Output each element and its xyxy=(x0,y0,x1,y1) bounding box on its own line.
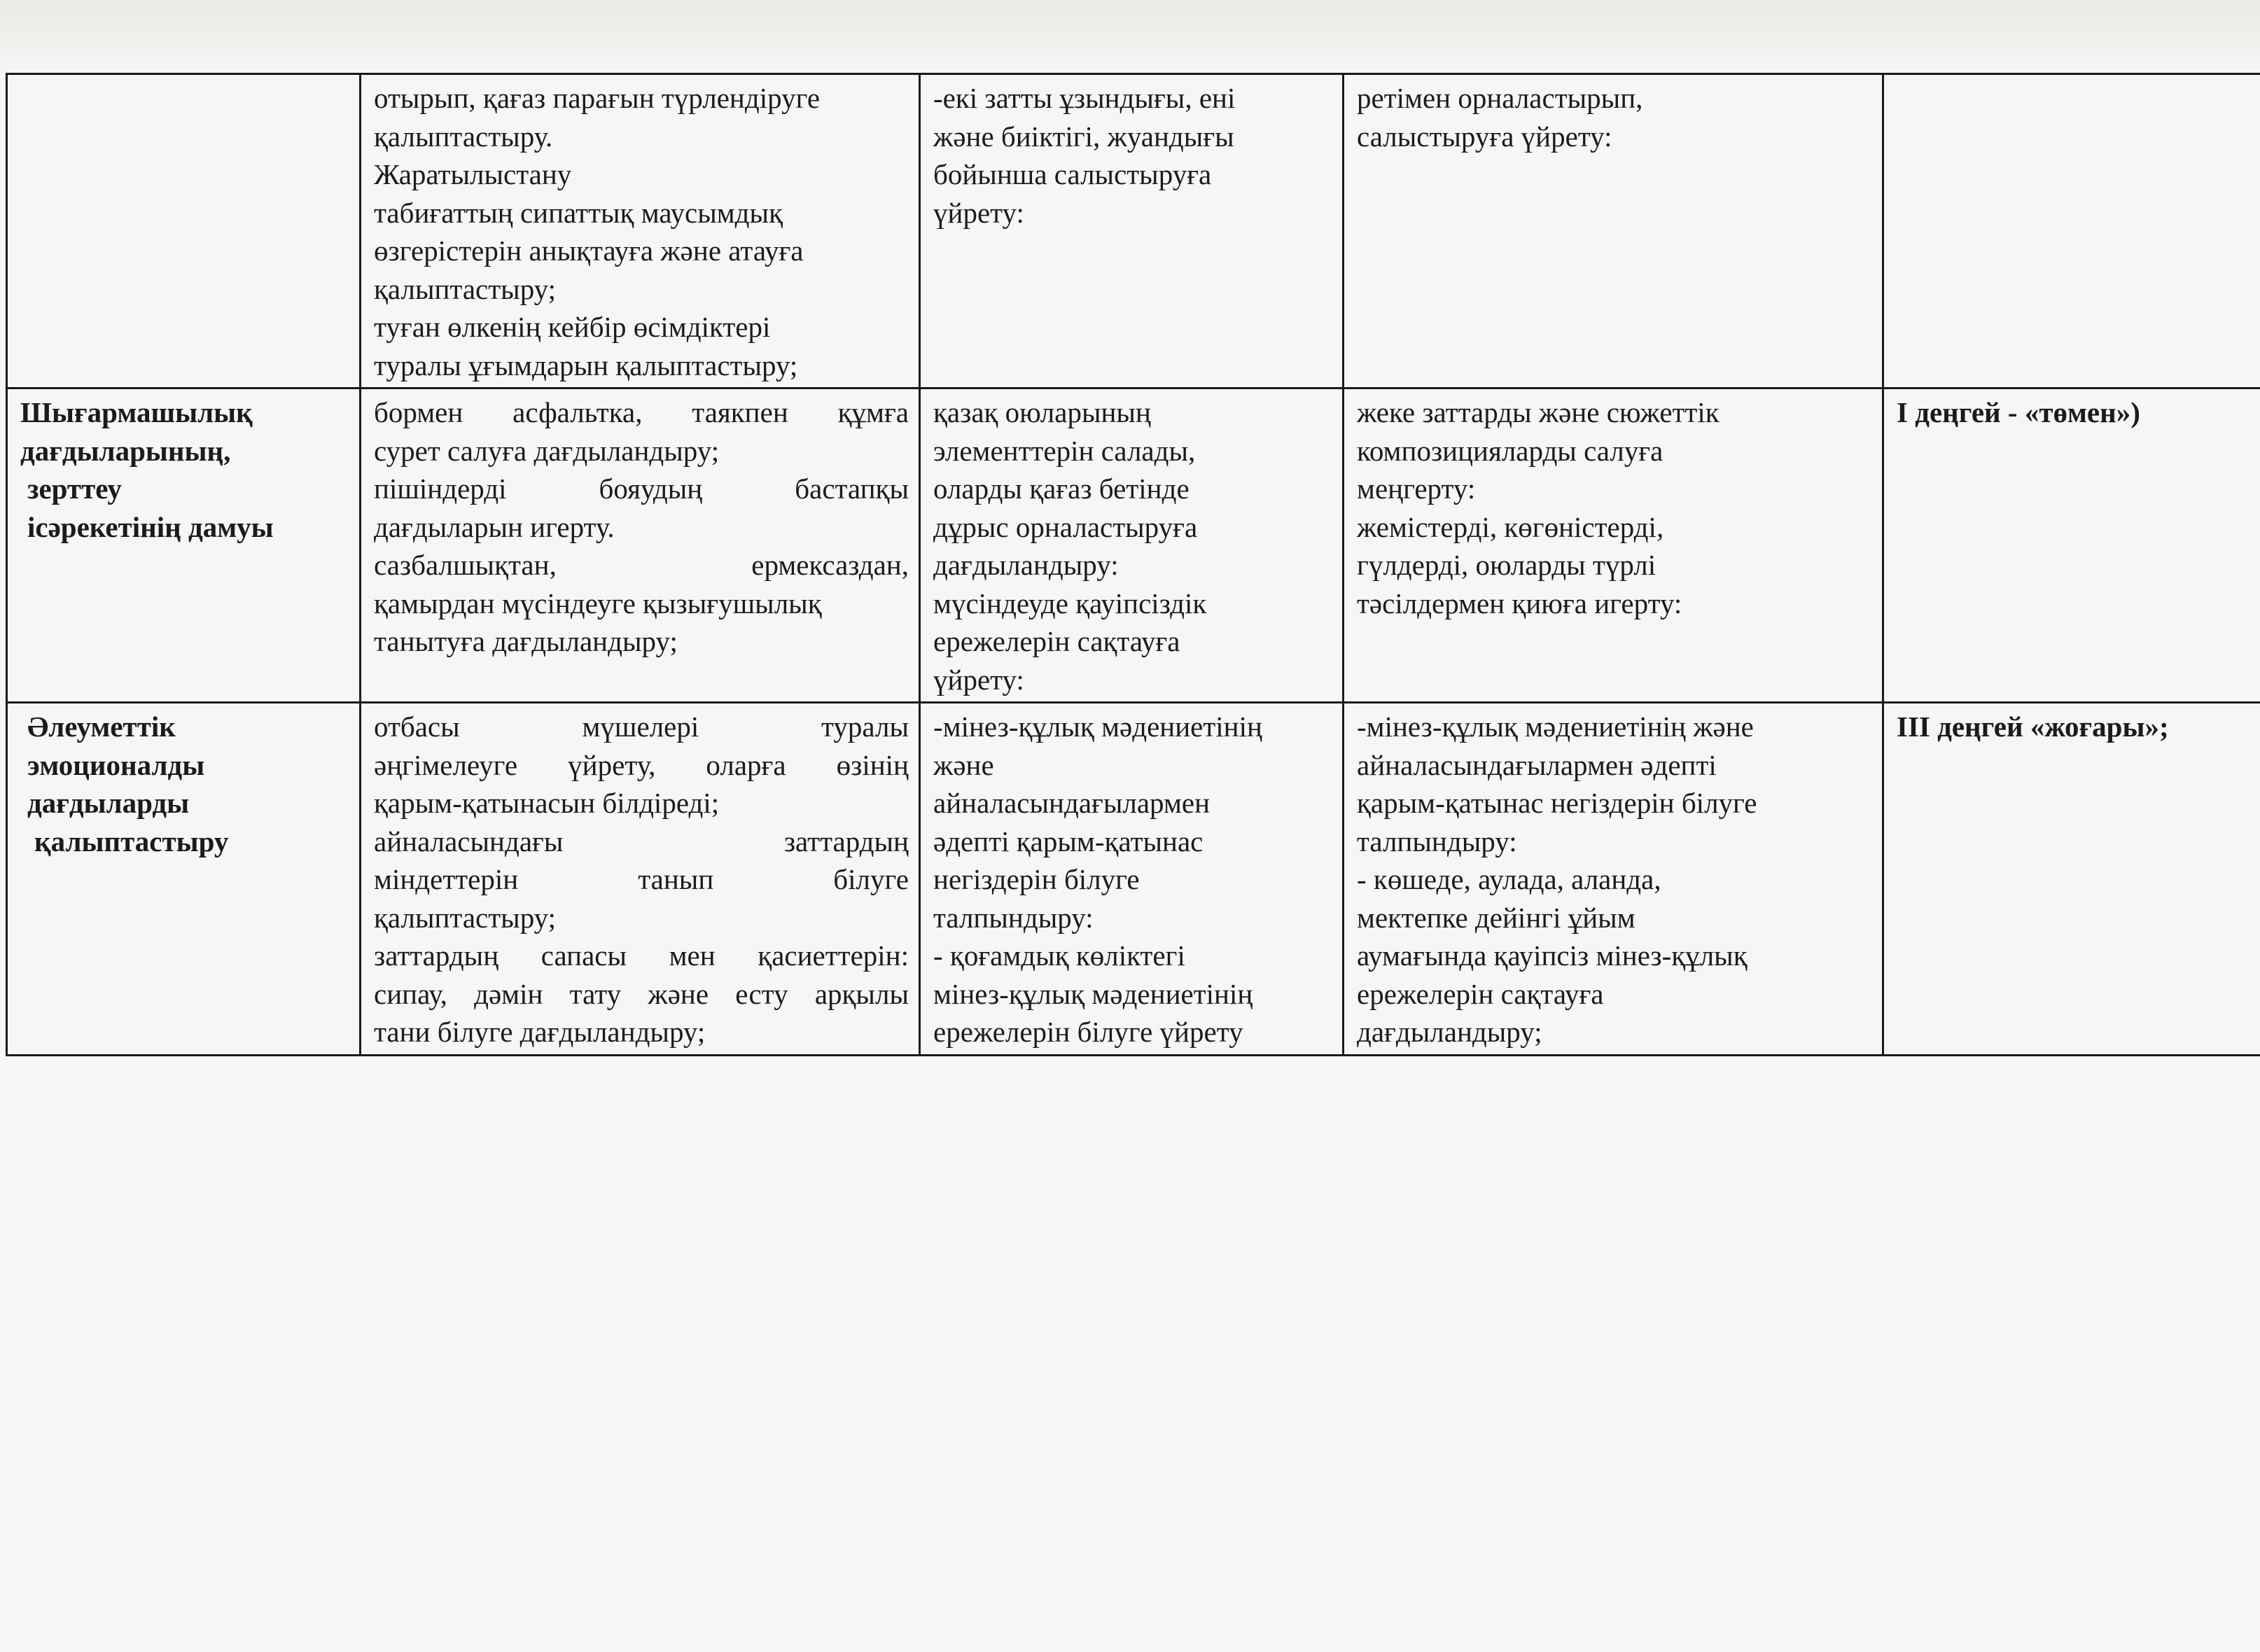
cell-line: гүлдерді, оюларды түрлі xyxy=(1357,549,1656,581)
cell-line: оларды қағаз бетінде xyxy=(933,472,1190,505)
cell-line: танытуға дағдыландыру; xyxy=(374,625,678,657)
level-cell xyxy=(1883,74,2260,388)
category-cell xyxy=(7,74,361,388)
cell-line: - көшеде, аулада, аланда, xyxy=(1357,863,1661,895)
cell-line: қарым-қатынасын білдіреді; xyxy=(374,787,720,819)
category-line: зерттеу xyxy=(27,472,122,505)
cell-line: және xyxy=(933,748,994,781)
cell-line: міндеттерін танып білуге xyxy=(374,863,909,895)
cell-line: талпындыру: xyxy=(1357,825,1517,858)
category-line: Шығармашылық xyxy=(20,396,253,428)
cell-line: мінез-құлық мәдениетінің xyxy=(933,977,1253,1010)
cell-line: айналасындағы заттардың xyxy=(374,825,909,858)
cell-line: дағдыларын игерту. xyxy=(374,510,615,543)
cell-line: айналасындағылармен xyxy=(933,787,1211,819)
cell-line: өзгерістерін анықтауға және атауға xyxy=(374,234,804,267)
table-row xyxy=(7,703,2260,1056)
category-line: дағдыларының, xyxy=(20,434,231,467)
cell-line: қамырдан мүсіндеуге қызығушылық xyxy=(374,587,822,620)
cell-line: меңгерту: xyxy=(1357,472,1476,505)
cell-line: заттардың сапасы мен қасиеттерін: xyxy=(374,939,909,972)
category-line: қалыптастыру xyxy=(34,825,229,858)
cell-line: элементтерін салады, xyxy=(933,434,1196,467)
category-cell xyxy=(7,388,361,703)
cell-line: бойынша салыстыруға xyxy=(933,158,1212,190)
cell-line: Жаратылыстану xyxy=(374,158,572,190)
cell-line: ережелерін білуге үйрету xyxy=(933,1016,1243,1048)
cell-line: ережелерін сақтауға xyxy=(933,625,1180,657)
cell-line: дағдыландыру: xyxy=(933,549,1119,581)
level-cell: ІІІ деңгей «жоғары»; xyxy=(1883,703,2260,1056)
cell-line: үйрету: xyxy=(933,196,1024,229)
content-cell-col2 xyxy=(361,74,920,388)
cell-line: дағдыландыру; xyxy=(1357,1016,1542,1048)
cell-line: қалыптастыру; xyxy=(374,901,557,934)
table-row xyxy=(7,74,2260,388)
content-cell-col4 xyxy=(1344,388,1883,703)
cell-line: туралы ұғымдарын қалыптастыру; xyxy=(374,349,798,382)
cell-line: жеке заттарды және сюжеттік xyxy=(1357,396,1720,428)
cell-line: үйрету: xyxy=(933,663,1024,696)
cell-line: сурет салуға дағдыландыру; xyxy=(374,434,720,467)
cell-line: сипау, дәмін тату және есту арқылы xyxy=(374,977,909,1010)
cell-line: салыстыруға үйрету: xyxy=(1357,120,1612,153)
content-cell-col2 xyxy=(361,388,920,703)
content-cell-col3 xyxy=(920,388,1344,703)
category-line: дағдыларды xyxy=(27,787,190,819)
cell-line: қарым-қатынас негіздерін білуге xyxy=(1357,787,1757,819)
page-edge-shadow xyxy=(0,0,2260,77)
cell-line: табиғаттың сипаттық маусымдық xyxy=(374,196,783,229)
cell-line: -екі затты ұзындығы, ені xyxy=(933,82,1236,114)
cell-line: қазақ оюларының xyxy=(933,396,1151,428)
cell-line: отбасы мүшелері туралы xyxy=(374,710,909,743)
cell-line: отырып, қағаз парағын түрлендіруге xyxy=(374,82,821,114)
cell-line: тәсілдермен қиюға игерту: xyxy=(1357,587,1682,620)
content-cell-col3 xyxy=(920,703,1344,1056)
cell-line: мүсіндеуде қауіпсіздік xyxy=(933,587,1207,620)
cell-line: әдепті қарым-қатынас xyxy=(933,825,1204,858)
cell-line: негіздерін білуге xyxy=(933,863,1140,895)
cell-line: дұрыс орналастыруға xyxy=(933,510,1198,543)
cell-line: сазбалшықтан, ермексаздан, xyxy=(374,549,909,581)
cell-line: ережелерін сақтауға xyxy=(1357,977,1604,1010)
content-cell-col3 xyxy=(920,74,1344,388)
cell-line: бормен асфальтка, таякпен құмға xyxy=(374,396,909,428)
cell-line: әңгімелеуге үйрету, оларға өзінің xyxy=(374,748,909,781)
cell-line: жемістерді, көгөністерді, xyxy=(1357,510,1664,543)
cell-line: ретімен орналастырып, xyxy=(1357,82,1643,114)
assessment-table xyxy=(6,73,2260,1056)
cell-line: айналасындағылармен әдепті xyxy=(1357,748,1717,781)
cell-line: композицияларды салуға xyxy=(1357,434,1663,467)
table-row xyxy=(7,388,2260,703)
cell-line: -мінез-құлық мәдениетінің xyxy=(933,710,1262,743)
cell-line: пішіндерді бояудың бастапқы xyxy=(374,472,909,505)
content-cell-col4 xyxy=(1344,74,1883,388)
cell-line: талпындыру: xyxy=(933,901,1094,934)
category-cell xyxy=(7,703,361,1056)
content-cell-col2 xyxy=(361,703,920,1056)
category-line: Әлеуметтік xyxy=(27,710,176,743)
level-cell: І деңгей - «төмен») xyxy=(1883,388,2260,703)
cell-line: - қоғамдық көліктегі xyxy=(933,939,1185,972)
category-line: эмоционалды xyxy=(27,748,205,781)
category-line: ісәрекетінің дамуы xyxy=(27,510,274,543)
cell-line: туған өлкенің кейбір өсімдіктері xyxy=(374,311,771,343)
cell-line: қалыптастыру; xyxy=(374,272,557,305)
cell-line: -мінез-құлық мәдениетінің және xyxy=(1357,710,1754,743)
content-cell-col4 xyxy=(1344,703,1883,1056)
cell-line: аумағында қауіпсіз мінез-құлық xyxy=(1357,939,1748,972)
cell-line: мектепке дейінгі ұйым xyxy=(1357,901,1635,934)
cell-line: және биіктігі, жуандығы xyxy=(933,120,1234,153)
cell-line: тани білуге дағдыландыру; xyxy=(374,1016,706,1048)
cell-line: қалыптастыру. xyxy=(374,120,553,153)
